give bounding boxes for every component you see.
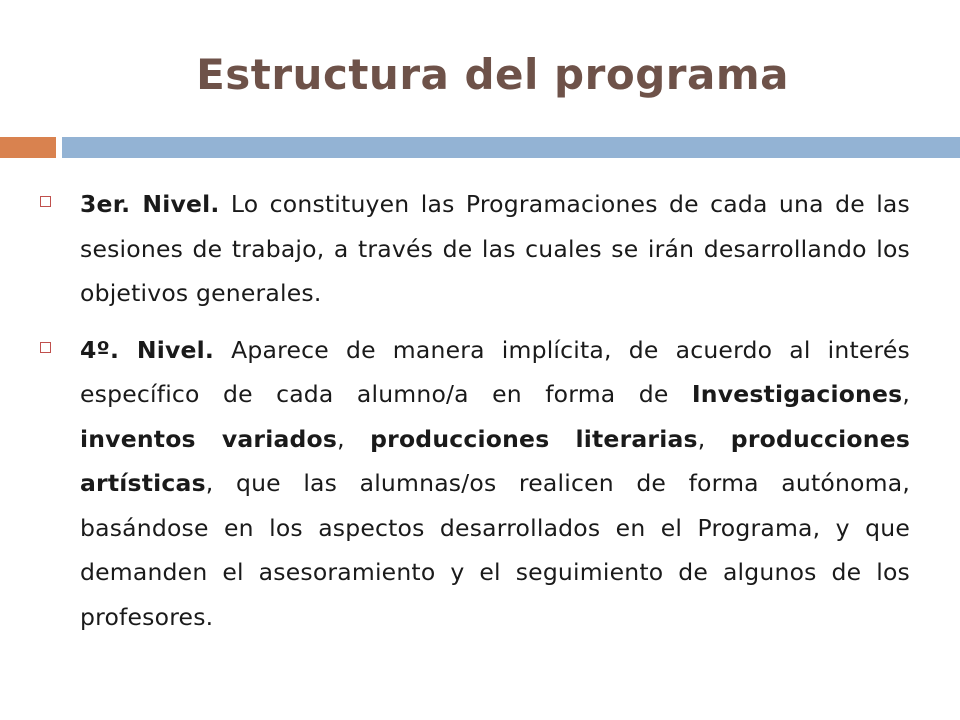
bold-term: producciones literarias xyxy=(370,424,698,453)
bullet-text xyxy=(80,182,910,316)
accent-bar-orange xyxy=(0,137,56,158)
bullet-lead: 3er. Nivel. xyxy=(80,190,220,218)
bullet-body: Lo constituyen las Programaciones de cada una de las sesiones de trabajo, a través de las cuales se irán desarrollando los objetivos generales. xyxy=(80,190,910,307)
bold-term: producciones artísticas xyxy=(80,424,911,497)
square-bullet-icon xyxy=(40,196,51,207)
bullet-body: Aparece de manera implícita, de acuerdo al interés específico de cada alumno/a en forma de xyxy=(80,335,910,408)
separator: , xyxy=(902,380,910,408)
separator: , xyxy=(337,424,371,453)
separator: , xyxy=(697,424,731,453)
bullet-lead: 4º. Nivel. xyxy=(80,335,215,364)
bullet-list xyxy=(40,182,910,651)
bullet-text xyxy=(80,328,910,640)
bold-term: inventos variados xyxy=(80,424,338,453)
bullet-item-level-4 xyxy=(40,328,910,640)
accent-bar-blue xyxy=(62,137,960,158)
bullet-item-level-3 xyxy=(40,182,910,316)
bold-term: Investigaciones xyxy=(691,380,903,408)
square-bullet-icon xyxy=(40,342,51,353)
bullet-body: , que las alumnas/os realicen de forma autónoma, basándose en los aspectos desarrollados en el Programa, y que demanden el asesoramiento y el seguimiento de algunos de los profesores. xyxy=(80,469,910,631)
slide-title: Estructura del programa xyxy=(196,50,789,99)
